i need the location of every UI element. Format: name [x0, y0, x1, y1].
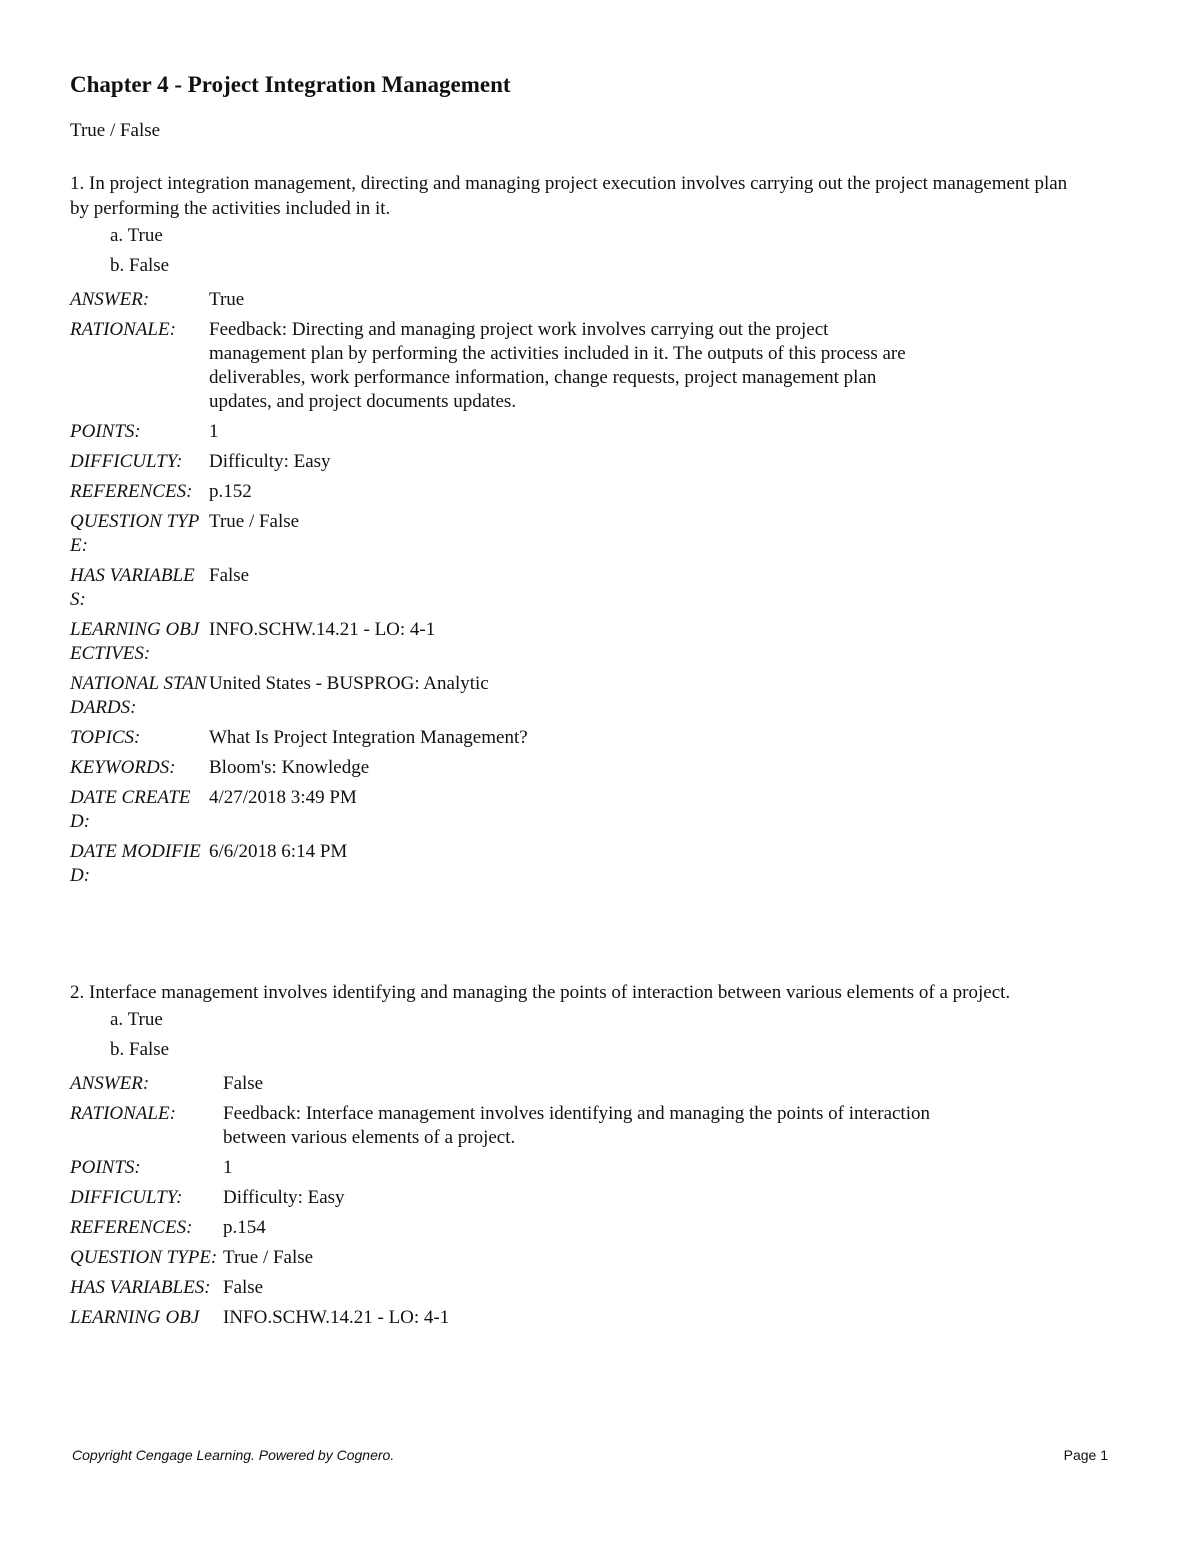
- meta-label: HAS VARIABLES:: [70, 565, 195, 610]
- meta-rationale: [70, 318, 1070, 414]
- meta-points: [70, 1156, 1070, 1180]
- section-label: True / False: [70, 120, 161, 141]
- meta-value: Feedback: Interface management involves identifying and managing the points of interaction between various elements of a project.: [223, 1103, 930, 1148]
- page-footer: [72, 1447, 1108, 1463]
- choice-false: b. False: [110, 255, 170, 276]
- copyright-notice: Copyright Cengage Learning. Powered by Cognero.: [72, 1447, 395, 1463]
- meta-keywords: [70, 756, 1070, 780]
- meta-value: INFO.SCHW.14.21 - LO: 4-1: [209, 619, 436, 640]
- meta-difficulty: [70, 1186, 1070, 1210]
- meta-label: RATIONALE:: [70, 1103, 176, 1124]
- meta-label: REFERENCES:: [70, 481, 193, 502]
- meta-label: DIFFICULTY:: [70, 1187, 183, 1208]
- meta-value: Bloom's: Knowledge: [209, 757, 370, 778]
- meta-value: INFO.SCHW.14.21 - LO: 4-1: [223, 1307, 450, 1328]
- meta-value: United States - BUSPROG: Analytic: [209, 673, 489, 694]
- meta-date-created: [70, 786, 1070, 834]
- meta-national-standards: [70, 672, 1070, 720]
- meta-value: p.154: [223, 1217, 266, 1238]
- meta-value: 4/27/2018 3:49 PM: [209, 787, 357, 808]
- meta-label: ANSWER:: [70, 289, 150, 310]
- meta-value: 1: [209, 421, 219, 442]
- meta-has-variables: [70, 1276, 1070, 1300]
- meta-value: False: [223, 1277, 264, 1298]
- meta-label: LEARNING OBJ: [70, 1307, 200, 1328]
- meta-value: What Is Project Integration Management?: [209, 727, 528, 748]
- meta-references: [70, 1216, 1070, 1240]
- meta-has-variables: [70, 564, 1070, 612]
- meta-value: p.152: [209, 481, 252, 502]
- meta-label: LEARNING OBJECTIVES:: [70, 619, 200, 664]
- meta-date-modified: [70, 840, 1070, 888]
- question-stem: 2. Interface management involves identifying and managing the points of interaction between various elements of a project.: [70, 982, 1011, 1003]
- answer-choices: [110, 1008, 1070, 1068]
- meta-value: Difficulty: Easy: [209, 451, 331, 472]
- meta-label: DATE MODIFIED:: [70, 841, 201, 886]
- meta-label: TOPICS:: [70, 727, 141, 748]
- page-title: Chapter 4 - Project Integration Management: [70, 72, 511, 97]
- meta-label: RATIONALE:: [70, 319, 176, 340]
- meta-label: HAS VARIABLES:: [70, 1277, 211, 1298]
- meta-label: POINTS:: [70, 1157, 141, 1178]
- meta-value: True / False: [209, 511, 300, 532]
- page-number: Page 1: [1063, 1447, 1108, 1463]
- choice-false: b. False: [110, 1039, 170, 1060]
- meta-topics: [70, 726, 1070, 750]
- question-metadata: [70, 1072, 1070, 1330]
- meta-learning-objectives: [70, 618, 1070, 666]
- meta-question-type: [70, 510, 1070, 558]
- meta-value: True: [209, 289, 245, 310]
- meta-value: False: [209, 565, 250, 586]
- meta-rationale: [70, 1102, 1070, 1150]
- meta-answer: [70, 1072, 1070, 1096]
- question-stem: 1. In project integration management, directing and managing project execution involves carrying out the project management plan by performing the activities included in it.: [70, 173, 1068, 219]
- meta-value: 6/6/2018 6:14 PM: [209, 841, 348, 862]
- question-2: [70, 980, 1070, 1336]
- meta-value: Difficulty: Easy: [223, 1187, 345, 1208]
- meta-learning-objectives: [70, 1306, 1070, 1330]
- meta-label: ANSWER:: [70, 1073, 150, 1094]
- question-metadata: [70, 288, 1070, 888]
- meta-label: KEYWORDS:: [70, 757, 176, 778]
- meta-label: QUESTION TYPE:: [70, 1247, 218, 1268]
- meta-label: QUESTION TYPE:: [70, 511, 200, 556]
- meta-label: DATE CREATED:: [70, 787, 191, 832]
- question-1: [70, 171, 1070, 894]
- meta-question-type: [70, 1246, 1070, 1270]
- choice-true: a. True: [110, 225, 163, 246]
- meta-label: POINTS:: [70, 421, 141, 442]
- choice-true: a. True: [110, 1009, 163, 1030]
- meta-value: Feedback: Directing and managing project work involves carrying out the project management plan by performing the activities included in it. The outputs of this process are deliverables, work performance information, change requests, project management plan updates, and project documents updates.: [209, 319, 906, 412]
- meta-points: [70, 420, 1070, 444]
- meta-value: True / False: [223, 1247, 314, 1268]
- meta-label: DIFFICULTY:: [70, 451, 183, 472]
- meta-value: False: [223, 1073, 264, 1094]
- meta-label: NATIONAL STANDARDS:: [70, 673, 207, 718]
- meta-answer: [70, 288, 1070, 312]
- meta-difficulty: [70, 450, 1070, 474]
- meta-label: REFERENCES:: [70, 1217, 193, 1238]
- meta-value: 1: [223, 1157, 233, 1178]
- meta-references: [70, 480, 1070, 504]
- answer-choices: [110, 224, 1070, 284]
